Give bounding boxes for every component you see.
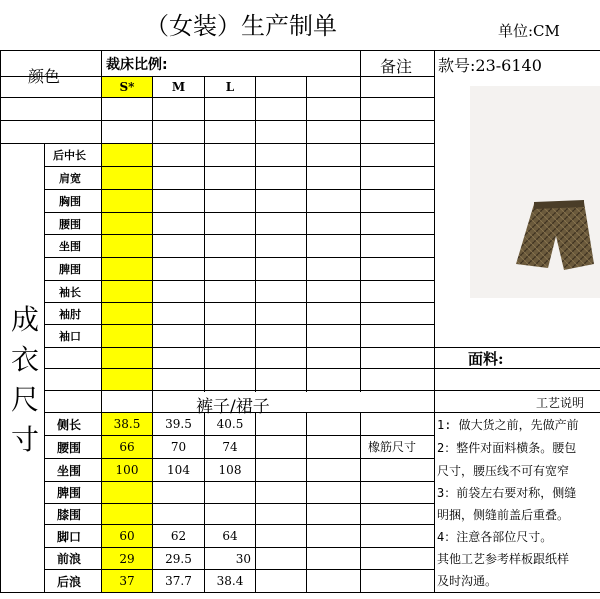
bottom-label: 侧长 (57, 417, 82, 432)
bottom-m: 39.5 (165, 417, 192, 431)
size-header-m: M (171, 80, 186, 94)
bottom-m: 70 (170, 440, 187, 454)
bottoms-section-title: 裤子/裙子 (196, 397, 270, 417)
craft-note: 2：整件对面料横条。腰包 (437, 441, 577, 455)
elastic-size-label: 橡筋尺寸 (368, 440, 417, 454)
bottom-s: 60 (119, 529, 135, 543)
bottom-label: 腰围 (57, 440, 82, 455)
craft-note: 尺寸，腰压线不可有宽窄 (437, 464, 570, 478)
bottom-l: 38.4 (216, 574, 244, 588)
size-header-s: S* (119, 80, 135, 94)
craft-note: 及时沟通。 (437, 574, 498, 588)
shorts-illustration (470, 86, 600, 298)
bottom-s: 100 (115, 463, 139, 477)
product-image (470, 86, 600, 298)
craft-title: 工艺说明 (536, 396, 585, 410)
bottom-s: 37 (119, 574, 135, 588)
bottom-l: 30 (235, 551, 251, 566)
ratio-label: 裁床比例: (106, 57, 168, 73)
bottom-m: 37.7 (165, 574, 192, 588)
craft-note: 4：注意各部位尺寸。 (437, 530, 553, 544)
finished-size-label: 成 衣 尺 寸 (10, 303, 39, 456)
bottom-m: 62 (170, 529, 187, 543)
bottom-s: 66 (119, 440, 135, 454)
measure-label: 袖口 (59, 330, 81, 343)
bottom-label: 脚口 (57, 529, 82, 544)
measure-label: 胸围 (59, 195, 81, 208)
measure-label: 脾围 (59, 263, 81, 276)
bottom-label: 前浪 (57, 552, 82, 566)
fabric-label: 面料: (468, 350, 504, 368)
bottom-l: 64 (222, 529, 238, 543)
measure-label: 袖肘 (59, 307, 81, 321)
measure-label: 坐围 (59, 240, 81, 253)
bottom-s: 29 (119, 551, 135, 566)
bottom-label: 膝围 (57, 507, 82, 522)
bottom-l: 74 (222, 440, 238, 454)
craft-note: 其他工艺参考样板跟纸样 (437, 552, 570, 566)
measure-label: 肩宽 (59, 172, 81, 185)
size-header-l: L (225, 80, 235, 94)
bottom-l: 40.5 (216, 417, 244, 431)
color-label: 颜色 (28, 67, 61, 86)
bottom-s: 38.5 (113, 417, 141, 431)
bottom-l: 108 (218, 463, 242, 477)
page-title: （女装）生产制单 (145, 12, 337, 40)
remark-label: 备注 (380, 57, 413, 76)
craft-note: 3：前袋左右要对称，侧缝 (437, 486, 577, 500)
bottom-m: 29.5 (165, 551, 192, 566)
bottom-label: 脾围 (57, 486, 82, 500)
measure-label: 后中长 (53, 149, 86, 162)
measure-label: 腰围 (59, 217, 81, 231)
craft-note: 1: 做大货之前，先做产前 (437, 418, 579, 432)
craft-note: 明捆，侧缝前盖后重叠。 (437, 508, 570, 522)
bottom-m: 104 (167, 463, 190, 477)
bottom-label: 后浪 (57, 574, 82, 589)
unit-label: 单位:CM (498, 22, 560, 40)
measure-label: 袖长 (59, 285, 81, 299)
bottom-label: 坐围 (57, 463, 82, 478)
style-number: 款号:23-6140 (438, 56, 542, 75)
